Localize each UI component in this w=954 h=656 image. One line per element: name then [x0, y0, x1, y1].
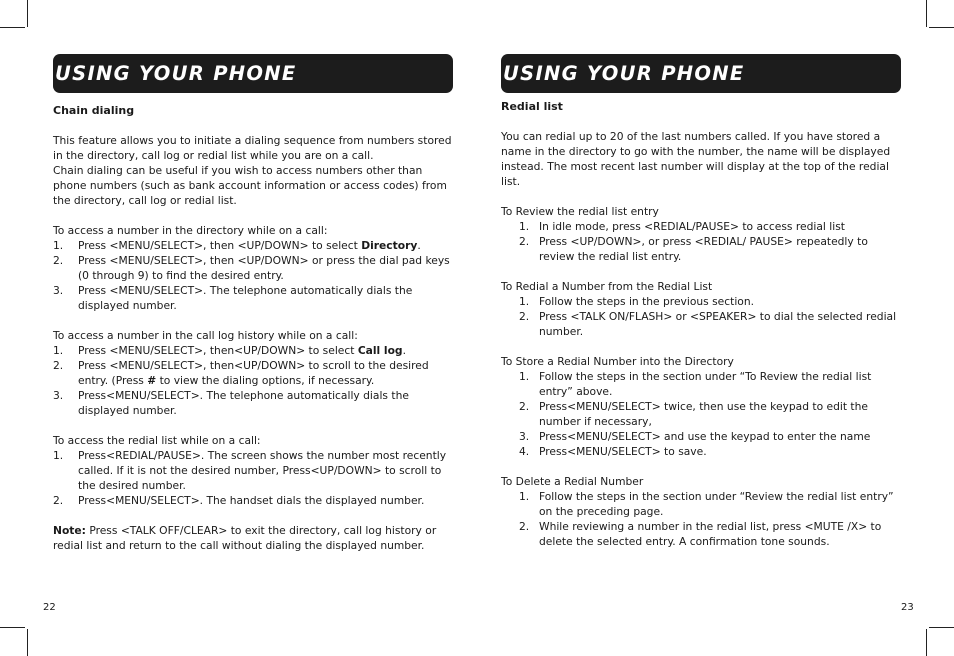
spacer [53, 313, 453, 328]
step-item [501, 369, 901, 399]
step-text: Press <UP/DOWN>, or press <REDIAL/ PAUSE> repeatedly to review the redial list entry. [539, 235, 868, 263]
step-number: 2. [519, 400, 530, 413]
spacer [53, 418, 453, 433]
step-number: 1. [53, 449, 64, 462]
step-text: Follow the steps in the previous section. [539, 295, 754, 308]
step-number: 3. [53, 389, 64, 402]
step-number: 1. [519, 490, 530, 503]
step-text: Follow the steps in the section under “Review the redial list entry” on the preceding page. [539, 490, 894, 518]
step-emphasis: Call log [357, 344, 403, 357]
section-banner: USING YOUR PHONE [53, 54, 453, 93]
step-number: 2. [53, 494, 64, 507]
step-number: 3. [519, 430, 530, 443]
step-item [501, 519, 901, 549]
crop-mark [0, 27, 25, 28]
step-text: . [417, 239, 421, 252]
section-title: To access the redial list while on a call: [53, 434, 261, 447]
step-item [501, 234, 901, 264]
step-text: to view the dialing options, if necessary. [156, 374, 375, 387]
step-number: 1. [53, 239, 64, 252]
left-content [53, 103, 453, 553]
step-number: 4. [519, 445, 530, 458]
page-number: 23 [901, 602, 914, 613]
intro-paragraph: You can redial up to 20 of the last numbers called. If you have stored a name in the directory to go with the number, the name will be displayed instead. The most recent last number will display at the top of the redial list. [501, 130, 891, 188]
step-list [501, 294, 901, 339]
step-text: . [402, 344, 406, 357]
crop-mark [929, 627, 954, 628]
step-item [501, 489, 901, 519]
step-text: Press<MENU/SELECT>. The handset dials the displayed number. [78, 494, 425, 507]
step-number: 3. [53, 284, 64, 297]
crop-mark [926, 629, 927, 656]
spacer [501, 264, 901, 279]
step-item [501, 294, 901, 309]
crop-mark [0, 627, 25, 628]
step-text: Press<REDIAL/PAUSE>. The screen shows the number most recently called. If it is not the desired number, Press<UP/DOWN> to scroll to the desired number. [78, 449, 447, 492]
step-number: 2. [53, 359, 64, 372]
crop-mark [27, 0, 28, 27]
step-item [501, 444, 901, 459]
note-label: Note: [53, 524, 86, 537]
step-item [501, 429, 901, 444]
step-number: 1. [519, 370, 530, 383]
crop-mark [27, 629, 28, 656]
step-item [501, 399, 901, 429]
step-text: While reviewing a number in the redial list, press <MUTE /X> to delete the selected entry. A confirmation tone sounds. [539, 520, 882, 548]
spacer [501, 189, 901, 204]
step-list [53, 448, 453, 508]
step-item [53, 283, 453, 313]
step-item [53, 343, 453, 358]
step-text: Press <MENU/SELECT>, then<UP/DOWN> to select [78, 344, 358, 357]
step-item [53, 388, 453, 418]
step-number: 1. [519, 295, 530, 308]
step-emphasis: Directory [361, 239, 418, 252]
step-text: Follow the steps in the section under “To Review the redial list entry” above. [539, 370, 872, 398]
section-title: To Review the redial list entry [501, 205, 659, 218]
step-item [53, 448, 453, 493]
section-title: To access a number in the directory while on a call: [53, 224, 328, 237]
step-item [53, 238, 453, 253]
crop-mark [929, 27, 954, 28]
step-item [53, 358, 453, 388]
step-text: Press<MENU/SELECT>. The telephone automatically dials the displayed number. [78, 389, 409, 417]
step-text: Press<MENU/SELECT> and use the keypad to enter the name [539, 430, 871, 443]
spacer [501, 339, 901, 354]
section-banner: USING YOUR PHONE [501, 54, 901, 93]
spacer [501, 459, 901, 474]
section-title: To Store a Redial Number into the Directory [501, 355, 734, 368]
step-list [501, 489, 901, 549]
step-number: 2. [53, 254, 64, 267]
section-title: To Delete a Redial Number [501, 475, 644, 488]
note [53, 523, 453, 553]
step-emphasis: # [147, 374, 157, 387]
step-text: Press <MENU/SELECT>, then<UP/DOWN> to scroll to the desired entry. (Press [78, 359, 429, 387]
intro-paragraph: This feature allows you to initiate a dialing sequence from numbers stored in the directory, call log or redial list while you are on a call. [53, 134, 452, 162]
spacer [53, 208, 453, 223]
step-list [53, 343, 453, 418]
step-item [501, 219, 901, 234]
step-text: In idle mode, press <REDIAL/PAUSE> to access redial list [539, 220, 845, 233]
step-number: 2. [519, 520, 530, 533]
section-title: To access a number in the call log history while on a call: [53, 329, 358, 342]
page-number: 22 [43, 602, 56, 613]
step-list [501, 219, 901, 264]
step-number: 2. [519, 235, 530, 248]
step-list [501, 369, 901, 459]
section-heading: Redial list [501, 100, 563, 113]
step-item [53, 493, 453, 508]
note-text: Press <TALK OFF/CLEAR> to exit the directory, call log history or redial list and return to the call without dialing the displayed number. [53, 524, 437, 552]
step-number: 1. [519, 220, 530, 233]
left-page [53, 54, 453, 553]
step-text: Press <MENU/SELECT>. The telephone automatically dials the displayed number. [78, 284, 413, 312]
intro-paragraph: Chain dialing can be useful if you wish to access numbers other than phone numbers (such as bank account information or access codes) from the directory, call log or redial list. [53, 164, 447, 207]
step-text: Press <TALK ON/FLASH> or <SPEAKER> to dial the selected redial number. [539, 310, 897, 338]
step-item [53, 253, 453, 283]
section-title: To Redial a Number from the Redial List [501, 280, 713, 293]
step-text: Press<MENU/SELECT> twice, then use the keypad to edit the number if necessary, [539, 400, 868, 428]
crop-mark [926, 0, 927, 27]
section-heading: Chain dialing [53, 104, 135, 117]
step-list [53, 238, 453, 313]
step-text: Press<MENU/SELECT> to save. [539, 445, 707, 458]
step-number: 1. [53, 344, 64, 357]
right-page [501, 54, 901, 549]
step-item [501, 309, 901, 339]
step-text: Press <MENU/SELECT>, then <UP/DOWN> to select [78, 239, 362, 252]
step-number: 2. [519, 310, 530, 323]
step-text: Press <MENU/SELECT>, then <UP/DOWN> or press the dial pad keys (0 through 9) to find the desired entry. [78, 254, 450, 282]
right-content [501, 99, 901, 549]
